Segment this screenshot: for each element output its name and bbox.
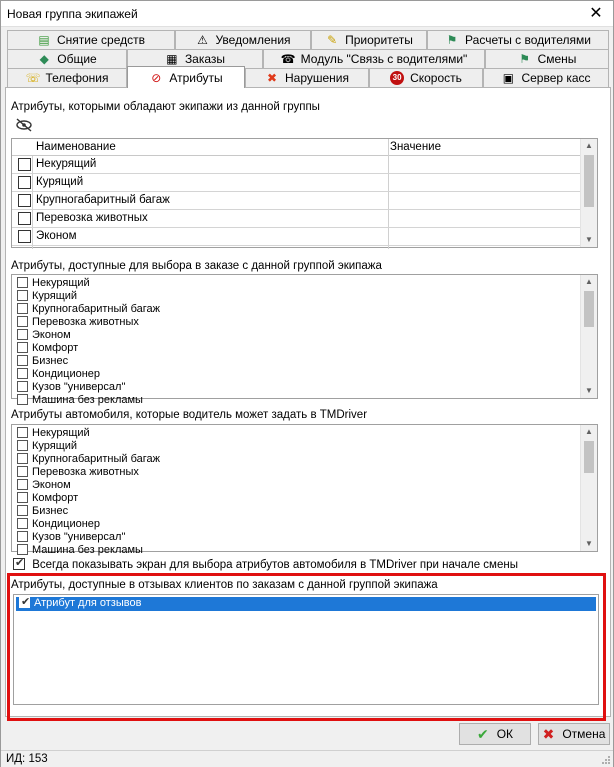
telephony-icon: ☏ bbox=[25, 71, 41, 85]
column-name-header[interactable]: Наименование bbox=[36, 141, 116, 153]
tab-label: Нарушения bbox=[284, 71, 349, 85]
phone-module-icon: ☎ bbox=[280, 52, 296, 66]
row-name: Курящий bbox=[36, 176, 84, 188]
tab-label: Уведомления bbox=[215, 33, 291, 47]
ok-label: ОК bbox=[496, 727, 514, 741]
item-label: Некурящий bbox=[32, 427, 90, 439]
item-label: Некурящий bbox=[32, 277, 90, 289]
list-item[interactable] bbox=[17, 453, 160, 466]
grid-header bbox=[12, 139, 582, 156]
ok-button[interactable] bbox=[459, 723, 531, 745]
item-label: Комфорт bbox=[32, 342, 79, 354]
scroll-thumb[interactable] bbox=[584, 441, 594, 473]
always-show-option[interactable] bbox=[13, 558, 518, 571]
checkmark-icon: ✔ bbox=[21, 596, 31, 608]
item-label: Кузов "универсал" bbox=[32, 531, 126, 543]
checkmark-icon: ✔ bbox=[476, 725, 489, 742]
item-label: Кондиционер bbox=[32, 518, 101, 530]
item-label: Комфорт bbox=[32, 492, 79, 504]
tab-label: Атрибуты bbox=[169, 70, 223, 85]
item-checkbox[interactable] bbox=[17, 531, 28, 542]
title-bar bbox=[1, 1, 613, 27]
checkmark-icon: ✔ bbox=[15, 557, 25, 569]
item-label: Крупногабаритный багаж bbox=[32, 303, 160, 315]
row-name: Некурящий bbox=[36, 158, 97, 170]
priority-icon: ✎ bbox=[327, 33, 338, 47]
table-row[interactable] bbox=[12, 228, 582, 246]
tab-label: Модуль "Связь с водителями" bbox=[300, 52, 468, 66]
cash-server-icon: ▣ bbox=[502, 71, 515, 85]
tab-label: Сервер касс bbox=[521, 71, 591, 85]
item-label: Эконом bbox=[32, 479, 71, 491]
cancel-button[interactable] bbox=[538, 723, 610, 745]
item-checkbox[interactable] bbox=[17, 290, 28, 301]
item-label: Перевозка животных bbox=[32, 466, 139, 478]
tab-label: Снятие средств bbox=[57, 33, 145, 47]
item-label: Кузов "универсал" bbox=[32, 381, 126, 393]
list-item[interactable] bbox=[17, 303, 160, 316]
item-label: Машина без рекламы bbox=[32, 394, 143, 406]
tab-label: Приоритеты bbox=[345, 33, 413, 47]
cancel-label: Отмена bbox=[562, 727, 606, 741]
list-item[interactable] bbox=[17, 316, 139, 329]
tab-cash-server[interactable] bbox=[483, 68, 609, 87]
item-label: Бизнес bbox=[32, 355, 69, 367]
orders-icon: ▦ bbox=[166, 52, 178, 66]
warning-icon: ⚠ bbox=[197, 33, 208, 47]
item-checkbox[interactable] bbox=[17, 427, 28, 438]
table-row[interactable] bbox=[12, 192, 582, 210]
resize-grip-icon[interactable] bbox=[601, 755, 611, 765]
crew-attributes-label: Атрибуты, которыми обладают экипажи из данной группы bbox=[11, 101, 320, 113]
row-name: Перевозка животных bbox=[36, 212, 148, 224]
shifts-icon: ⚑ bbox=[519, 52, 530, 66]
status-bar bbox=[1, 750, 613, 767]
item-checkbox[interactable] bbox=[17, 544, 28, 555]
list-scrollbar[interactable] bbox=[580, 425, 597, 551]
order-attributes-list bbox=[11, 274, 598, 406]
tab-label: Скорость bbox=[410, 71, 462, 85]
list-item[interactable] bbox=[17, 394, 143, 407]
item-label: Кондиционер bbox=[32, 368, 101, 380]
violation-x-icon: ✖ bbox=[266, 71, 278, 85]
car-attributes-label: Атрибуты автомобиля, которые водитель может задать в TMDriver bbox=[11, 409, 368, 421]
row-name: Крупногабаритный багаж bbox=[36, 194, 170, 206]
list-item[interactable] bbox=[17, 427, 90, 440]
item-checkbox[interactable] bbox=[17, 440, 28, 451]
tab-telephony[interactable] bbox=[7, 68, 127, 87]
tab-violations[interactable] bbox=[245, 68, 369, 87]
table-row[interactable] bbox=[12, 174, 582, 192]
tab-driver-comm-module[interactable] bbox=[263, 49, 485, 68]
scroll-up-icon[interactable]: ▲ bbox=[585, 141, 593, 150]
list-item[interactable] bbox=[17, 479, 71, 492]
tab-notifications[interactable] bbox=[175, 30, 311, 49]
item-checkbox[interactable] bbox=[17, 394, 28, 405]
scroll-up-icon[interactable]: ▲ bbox=[585, 427, 593, 436]
item-label: Машина без рекламы bbox=[32, 544, 143, 556]
tab-label: Расчеты с водителями bbox=[465, 33, 591, 47]
list-item[interactable] bbox=[17, 368, 100, 381]
item-checkbox[interactable] bbox=[17, 329, 28, 340]
grid-scrollbar[interactable] bbox=[580, 139, 597, 247]
always-show-checkbox[interactable] bbox=[13, 558, 25, 570]
list-item[interactable] bbox=[17, 440, 77, 453]
scroll-thumb[interactable] bbox=[584, 155, 594, 207]
review-attributes-label: Атрибуты, доступные в отзывах клиентов по заказам с данной группой экипажа bbox=[11, 579, 438, 591]
table-row[interactable] bbox=[12, 156, 582, 174]
scroll-down-icon[interactable]: ▼ bbox=[585, 539, 593, 548]
item-checkbox[interactable] bbox=[17, 355, 28, 366]
review-attributes-list bbox=[13, 594, 599, 705]
driver-settlement-icon: ⚑ bbox=[446, 33, 458, 47]
tab-withdrawals[interactable] bbox=[7, 30, 175, 49]
always-show-label: Всегда показывать экран для выбора атрибутов автомобиля в TMDriver при начале смены bbox=[32, 559, 518, 571]
no-smoking-icon: ⊘ bbox=[151, 70, 162, 85]
tab-driver-settlements[interactable] bbox=[427, 30, 609, 49]
cancel-x-icon: ✖ bbox=[542, 725, 555, 742]
item-checkbox[interactable] bbox=[19, 597, 30, 608]
tab-shifts[interactable] bbox=[485, 49, 609, 68]
window-title: Новая группа экипажей bbox=[7, 7, 138, 21]
list-scrollbar[interactable] bbox=[580, 275, 597, 398]
row-checkbox[interactable] bbox=[18, 194, 31, 207]
scroll-thumb[interactable] bbox=[584, 291, 594, 327]
tab-label: Общие bbox=[57, 52, 97, 66]
row-checkbox[interactable] bbox=[18, 230, 31, 243]
item-label: Крупногабаритный багаж bbox=[32, 453, 160, 465]
tab-general[interactable] bbox=[7, 49, 127, 68]
item-checkbox[interactable] bbox=[17, 381, 28, 392]
table-row[interactable] bbox=[12, 210, 582, 228]
tab-row-3 bbox=[1, 68, 613, 87]
item-checkbox[interactable] bbox=[17, 342, 28, 353]
hide-eye-icon[interactable] bbox=[15, 118, 33, 132]
item-checkbox[interactable] bbox=[17, 303, 28, 314]
tab-row-2 bbox=[1, 49, 613, 68]
order-attributes-label: Атрибуты, доступные для выбора в заказе с данной группой экипажа bbox=[11, 260, 382, 272]
tab-label: Заказы bbox=[184, 52, 226, 66]
item-checkbox[interactable] bbox=[17, 492, 28, 503]
item-checkbox[interactable] bbox=[17, 518, 28, 529]
item-label: Курящий bbox=[32, 290, 78, 302]
list-item[interactable] bbox=[17, 277, 90, 290]
list-item[interactable] bbox=[17, 381, 125, 394]
tab-speed[interactable] bbox=[369, 68, 483, 87]
list-item[interactable] bbox=[17, 466, 139, 479]
column-value-header[interactable]: Значение bbox=[390, 141, 441, 153]
item-checkbox[interactable] bbox=[17, 316, 28, 327]
speed-30-icon: 30 bbox=[390, 71, 404, 85]
item-label: Перевозка животных bbox=[32, 316, 139, 328]
record-id: ИД: 153 bbox=[6, 753, 48, 765]
item-checkbox[interactable] bbox=[17, 277, 28, 288]
item-label: Курящий bbox=[32, 440, 78, 452]
tab-row-1 bbox=[1, 30, 613, 49]
tab-attributes[interactable] bbox=[127, 66, 245, 88]
item-label: Эконом bbox=[32, 329, 71, 341]
row-checkbox[interactable] bbox=[18, 212, 31, 225]
list-item[interactable] bbox=[17, 544, 143, 557]
row-checkbox[interactable] bbox=[18, 158, 31, 171]
item-checkbox[interactable] bbox=[17, 368, 28, 379]
list-item[interactable] bbox=[17, 355, 68, 368]
list-item[interactable] bbox=[17, 505, 68, 518]
item-checkbox[interactable] bbox=[17, 505, 28, 516]
scroll-down-icon[interactable]: ▼ bbox=[585, 235, 593, 244]
list-item[interactable] bbox=[17, 329, 71, 342]
money-icon: ▤ bbox=[38, 33, 50, 47]
car-attributes-list bbox=[11, 424, 598, 556]
general-icon: ◆ bbox=[39, 52, 49, 66]
list-item[interactable] bbox=[17, 492, 78, 505]
row-name: Эконом bbox=[36, 230, 77, 242]
tab-label: Телефония bbox=[45, 71, 109, 85]
item-label: Атрибут для отзывов bbox=[34, 597, 142, 609]
crew-attributes-grid bbox=[11, 138, 598, 248]
scroll-down-icon[interactable]: ▼ bbox=[585, 386, 593, 395]
item-checkbox[interactable] bbox=[17, 466, 28, 477]
row-checkbox[interactable] bbox=[18, 176, 31, 189]
item-label: Бизнес bbox=[32, 505, 69, 517]
item-checkbox[interactable] bbox=[17, 453, 28, 464]
list-item[interactable] bbox=[17, 531, 125, 544]
list-item[interactable] bbox=[17, 290, 77, 303]
list-item[interactable] bbox=[16, 597, 596, 611]
scroll-up-icon[interactable]: ▲ bbox=[585, 277, 593, 286]
item-checkbox[interactable] bbox=[17, 479, 28, 490]
close-icon[interactable]: ✕ bbox=[589, 5, 603, 22]
tab-label: Смены bbox=[537, 52, 577, 66]
tab-priorities[interactable] bbox=[311, 30, 427, 49]
list-item[interactable] bbox=[17, 518, 100, 531]
list-item[interactable] bbox=[17, 342, 78, 355]
